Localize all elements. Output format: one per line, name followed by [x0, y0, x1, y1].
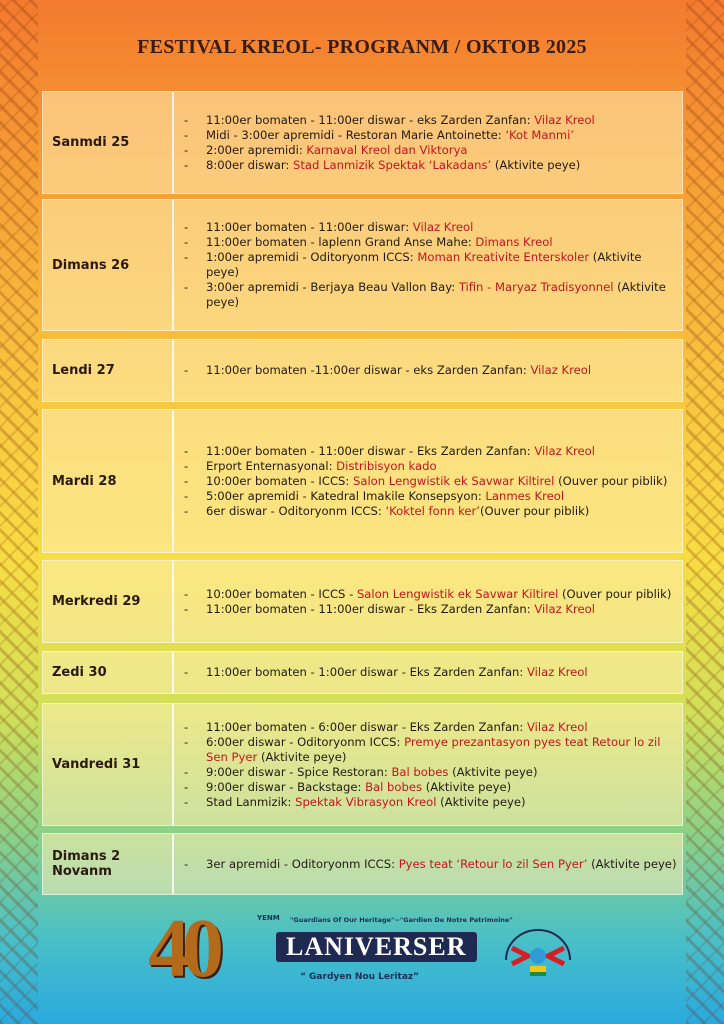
event-time-location: 11:00er bomaten - 11:00er diswar - Eks Zarden Zanfan:: [206, 443, 535, 458]
event-time-location: 1:00er apremidi - Oditoryonm ICCS:: [206, 250, 418, 264]
event-item: [184, 128, 678, 143]
event-item: [184, 780, 678, 795]
event-time-location: 11:00er bomaten - 11:00er diswar - eks Zarden Zanfan:: [206, 112, 535, 127]
event-item: [184, 280, 678, 310]
event-item: [184, 158, 678, 173]
decorative-border-right: [686, 0, 724, 1024]
event-note: (Aktivite peye): [436, 794, 526, 809]
event-note: (Aktivite peye): [422, 779, 512, 794]
day-label: Vandredi 31: [43, 704, 174, 825]
event-time-location: 3:00er apremidi - Berjaya Beau Vallon Bay:: [206, 280, 459, 294]
event-item: [184, 587, 678, 602]
event-time-location: 11:00er bomaten - laplenn Grand Anse Mahe:: [206, 235, 476, 249]
event-highlight: Moman Kreativite Enterskoler: [417, 250, 590, 264]
event-item: [184, 795, 678, 810]
event-item: [184, 857, 678, 872]
event-highlight: ‘Koktel fonn ker’: [385, 503, 480, 518]
event-item: [184, 220, 678, 235]
event-time-location: 11:00er bomaten -11:00er diswar - eks Zarden Zanfan:: [206, 363, 531, 377]
decorative-border-left: [0, 0, 38, 1024]
event-item: [184, 602, 678, 617]
day-row: [42, 833, 683, 895]
day-label: Merkredi 29: [43, 561, 174, 642]
event-note: (Aktivite peye): [206, 250, 642, 279]
event-highlight: Karnaval Kreol dan Viktorya: [306, 142, 468, 157]
event-note: (Ouver pour piblik): [480, 503, 590, 518]
event-time-location: Erport Enternasyonal:: [206, 458, 337, 473]
event-highlight: Bal bobes: [365, 779, 423, 794]
event-time-location: 9:00er diswar - Spice Restoran:: [206, 764, 392, 779]
page-title: FESTIVAL KREOL- PROGRANM / OKTOB 2025: [137, 36, 587, 58]
event-highlight: Vilaz Kreol: [527, 665, 588, 679]
event-time-location: 9:00er diswar - Backstage:: [206, 779, 366, 794]
event-time-location: Midi - 3:00er apremidi - Restoran Marie Antoinette:: [206, 127, 506, 142]
event-list: [174, 561, 682, 642]
day-label: Dimans 2 Novanm: [43, 834, 174, 894]
event-list: [174, 200, 682, 330]
event-item: [184, 113, 678, 128]
event-item: [184, 474, 678, 489]
event-item: [184, 363, 678, 378]
event-highlight: Premye prezantasyon pyes teat Retour lo zil Sen Pyer: [206, 734, 661, 764]
event-time-location: 11:00er bomaten - 6:00er diswar - Eks Zarden Zanfan:: [206, 719, 527, 734]
event-note: (Aktivite peye): [448, 764, 538, 779]
event-time-location: 11:00er bomaten - 11:00er diswar:: [206, 220, 413, 234]
day-label: Sanmdi 25: [43, 92, 174, 193]
event-item: [184, 143, 678, 158]
day-row: [42, 91, 683, 194]
event-note: (Aktivite peye): [491, 157, 581, 172]
event-item: [184, 459, 678, 474]
event-list: [174, 92, 682, 193]
day-row: [42, 651, 683, 694]
event-highlight: Lanmes Kreol: [485, 488, 565, 503]
laniverser-banner: LANIVERSER: [276, 932, 477, 962]
event-note: (Aktivite peye): [206, 280, 666, 309]
event-highlight: Vilaz Kreol: [530, 363, 592, 377]
event-note: (Aktivite peye): [257, 749, 347, 764]
event-time-location: 10:00er bomaten - ICCS -: [206, 586, 357, 601]
event-time-location: 6:00er diswar - Oditoryonm ICCS:: [206, 734, 405, 749]
event-item: [184, 720, 678, 735]
event-time-location: 5:00er apremidi - Katedral Imakile Konsepsyon:: [206, 488, 486, 503]
event-list: [174, 704, 682, 825]
yenm-label: YENM: [257, 914, 280, 922]
gardyen-tagline: “ Gardyen Nou Leritaz”: [300, 972, 420, 982]
event-item: [184, 444, 678, 459]
day-label: Dimans 26: [43, 200, 174, 330]
event-list: [174, 340, 682, 401]
event-time-location: 3er apremidi - Oditoryonm ICCS:: [206, 856, 399, 871]
event-highlight: ‘Kot Manmi’: [505, 127, 575, 142]
event-time-location: 6er diswar - Oditoryonm ICCS:: [206, 503, 386, 518]
event-item: [184, 504, 678, 519]
event-highlight: Dimans Kreol: [475, 235, 553, 249]
day-row: [42, 409, 683, 553]
event-item: [184, 765, 678, 780]
day-row: [42, 560, 683, 643]
event-time-location: Stad Lanmizik:: [206, 794, 296, 809]
event-highlight: Tifin - Maryaz Tradisyonnel: [458, 280, 614, 294]
event-item: [184, 250, 678, 280]
event-highlight: Salon Lengwistik ek Savwar Kiltirel: [356, 586, 559, 601]
event-item: [184, 735, 678, 765]
event-note: (Ouver pour piblik): [558, 586, 672, 601]
day-row: [42, 199, 683, 331]
event-list: [174, 834, 682, 894]
event-item: [184, 489, 678, 504]
event-note: (Ouver pour piblik): [554, 473, 668, 488]
event-highlight: Vilaz Kreol: [527, 719, 588, 734]
event-highlight: Stad Lanmizik Spektak ‘Lakadans’: [292, 157, 492, 172]
event-time-location: 11:00er bomaten - 1:00er diswar - Eks Zarden Zanfan:: [206, 665, 527, 679]
day-row: [42, 339, 683, 402]
event-highlight: Distribisyon kado: [336, 458, 437, 473]
event-time-location: 11:00er bomaten - 11:00er diswar - Eks Zarden Zanfan:: [206, 601, 535, 616]
event-highlight: Vilaz Kreol: [534, 443, 595, 458]
event-note: (Aktivite peye): [587, 856, 677, 871]
day-label: Mardi 28: [43, 410, 174, 552]
event-list: [174, 410, 682, 552]
event-time-location: 10:00er bomaten - ICCS:: [206, 473, 353, 488]
event-highlight: Salon Lengwistik ek Savwar Kiltirel: [353, 473, 555, 488]
event-time-location: 2:00er apremidi:: [206, 142, 307, 157]
event-highlight: Vilaz Kreol: [534, 112, 595, 127]
event-highlight: Bal bobes: [391, 764, 449, 779]
day-label: Zedi 30: [43, 652, 174, 693]
event-highlight: Spektak Vibrasyon Kreol: [295, 794, 437, 809]
event-highlight: Pyes teat ‘Retour lo zil Sen Pyer’: [398, 856, 588, 871]
anniversary-footer: [0, 900, 724, 1024]
day-row: [42, 703, 683, 826]
forty-logo: 40: [148, 902, 216, 995]
event-highlight: Vilaz Kreol: [412, 220, 474, 234]
festival-kreol-logo-icon: [498, 920, 578, 982]
event-time-location: 8:00er diswar:: [206, 157, 293, 172]
event-highlight: Vilaz Kreol: [534, 601, 595, 616]
event-list: [174, 652, 682, 693]
event-item: [184, 665, 678, 680]
day-label: Lendi 27: [43, 340, 174, 401]
heritage-slogan: "Guardians Of Our Heritage"~"Gardien De Notre Patrimoine": [290, 916, 513, 924]
event-item: [184, 235, 678, 250]
